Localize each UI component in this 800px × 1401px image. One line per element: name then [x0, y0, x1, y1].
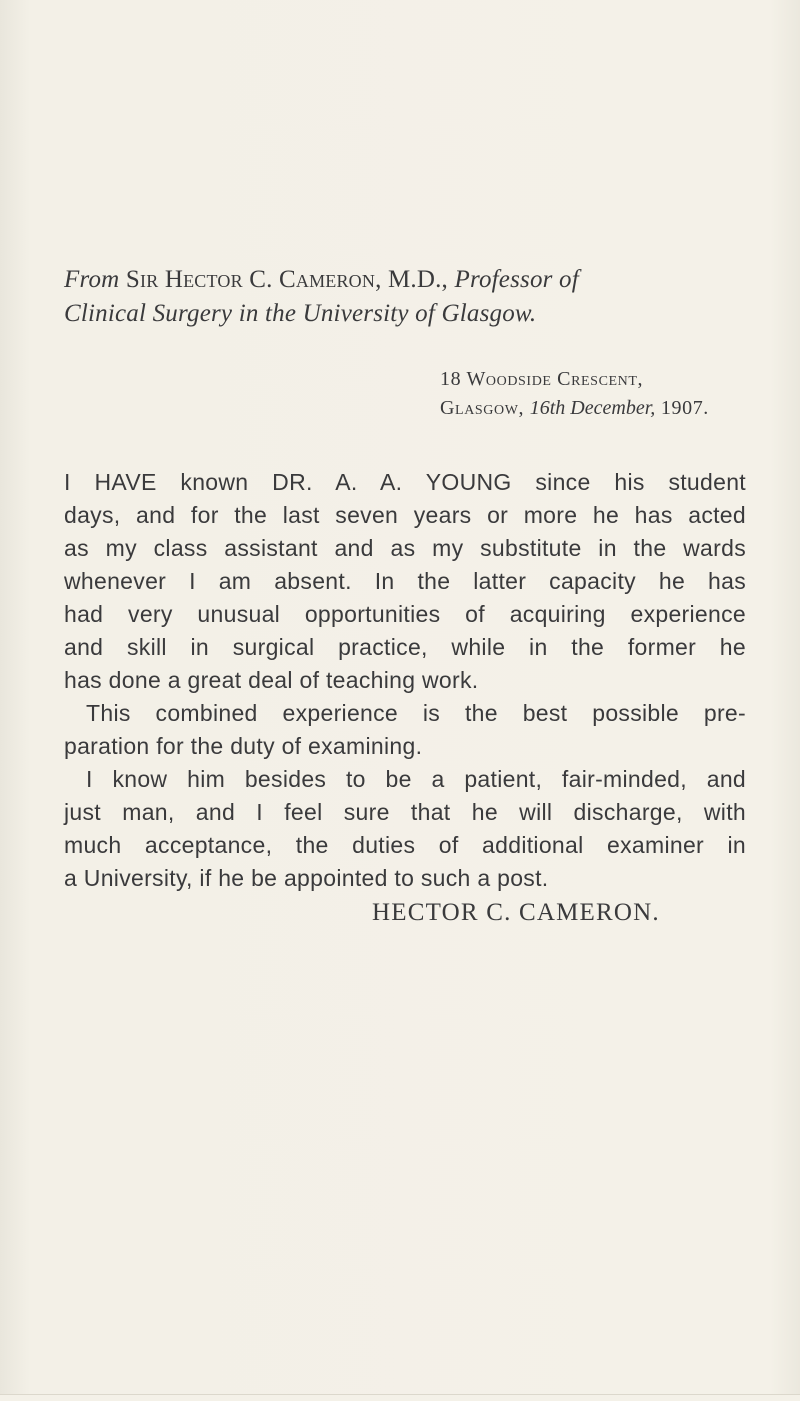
address-city: Glasgow,: [440, 397, 525, 419]
page-bottom-edge: [0, 1394, 800, 1401]
letter-body-line: much acceptance, the duties of additional examiner in: [64, 832, 746, 858]
author-title-part-1: Professor of: [454, 266, 579, 293]
letter-heading-line-1: [64, 262, 744, 298]
letter-heading-line-2: [64, 296, 744, 332]
letter-body-line: whenever I am absent. In the latter capacity he has: [64, 568, 746, 594]
address-line-1: 18 Woodside Crescent,: [440, 368, 644, 390]
letter-body-line: a University, if he be appointed to such a post.: [64, 865, 549, 891]
letter-body-line: This combined experience is the best possible pre-: [86, 700, 746, 726]
author-title-part-2: Clinical Surgery: [64, 300, 233, 327]
letter-body-line: paration for the duty of examining.: [64, 733, 423, 759]
from-label: From: [64, 266, 120, 293]
letter-body-line: had very unusual opportunities of acquiring experience: [64, 601, 746, 627]
letter-body-line: days, and for the last seven years or more he has acted: [64, 502, 746, 528]
author-name: Sir Hector C. Cameron, M.D.,: [125, 266, 449, 293]
address-line-2: [440, 393, 709, 423]
letter-body-line: I know him besides to be a patient, fair-minded, and: [86, 766, 746, 792]
signature: HECTOR C. CAMERON.: [372, 899, 660, 926]
letter-body-line: as my class assistant and as my substitute in the wards: [64, 535, 746, 561]
letter-date-year: 1907.: [660, 397, 709, 419]
letter-body-line: I HAVE known DR. A. A. YOUNG since his student: [64, 469, 746, 495]
author-title-part-3: the University of Glasgow.: [265, 300, 537, 327]
letter-body-line: and skill in surgical practice, while in the former he: [64, 634, 746, 660]
letter-body-line: just man, and I feel sure that he will discharge, with: [64, 799, 746, 825]
letter-body-line: has done a great deal of teaching work.: [64, 667, 479, 693]
in-word: in: [238, 300, 259, 327]
letter-date-day-month: 16th December,: [529, 397, 656, 419]
